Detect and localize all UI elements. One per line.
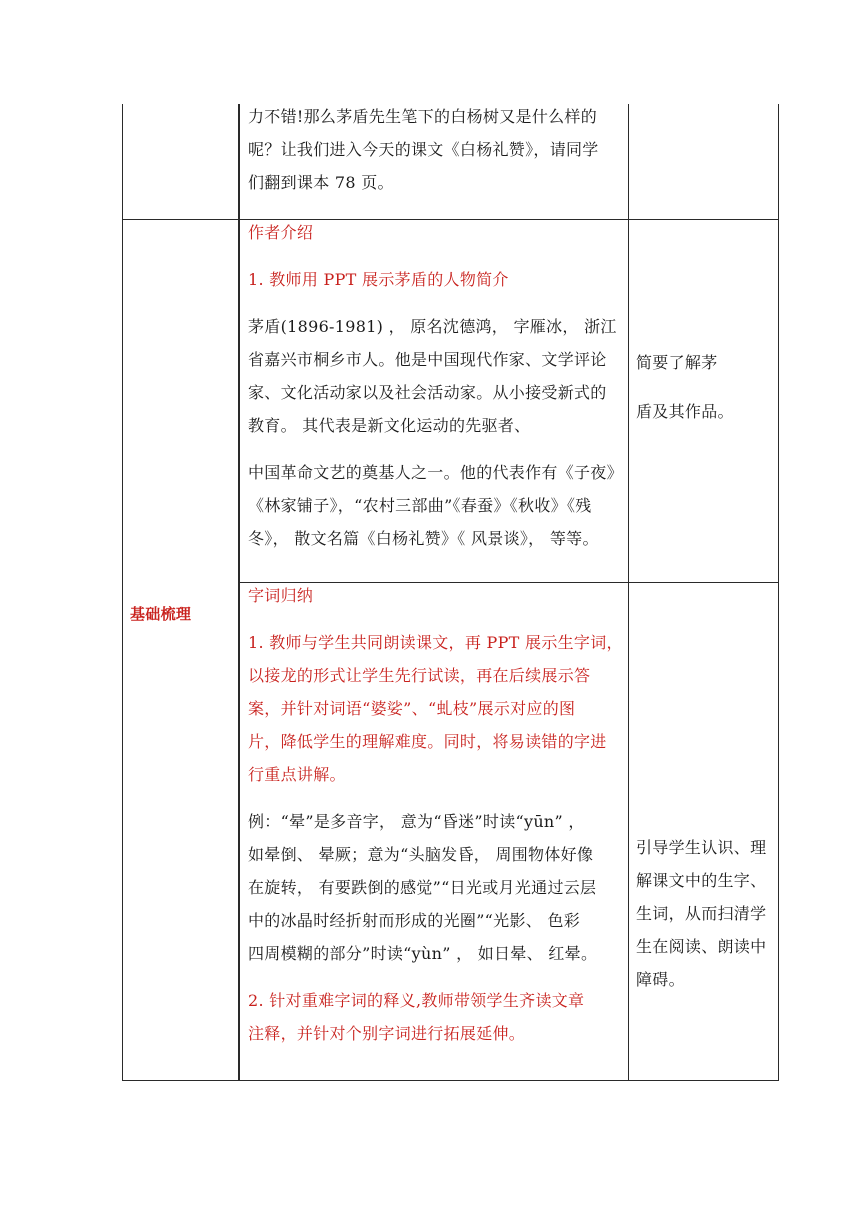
table-border-left — [122, 104, 123, 1081]
table-divider-col1 — [238, 104, 240, 1081]
text-line: 教育。 其代表是新文化运动的先驱者、 — [248, 416, 531, 435]
row3-content — [248, 579, 628, 1050]
table-divider-col2 — [628, 104, 629, 1081]
row3-purpose — [636, 831, 778, 996]
text-line: 生词，从而扫清学 — [636, 904, 767, 923]
text-line: 简要了解茅 — [636, 353, 718, 372]
section-label: 基础梳理 — [130, 605, 192, 623]
text-line: 四周模糊的部分”时读“yùn” ， 如日晕、 红晕。 — [248, 944, 598, 963]
text-line: 《林家铺子》，“农村三部曲”《春蚕》《秋收》《残 — [248, 496, 592, 515]
text-line: 省嘉兴市桐乡市人。他是中国现代作家、文学评论 — [248, 350, 607, 369]
text-line: 盾及其作品。 — [636, 402, 734, 421]
text-line: 解课文中的生字、 — [636, 871, 767, 890]
text-line: 呢？让我们进入今天的课文《白杨礼赞》，请同学 — [248, 140, 599, 159]
text-line: 引导学生认识、理 — [636, 838, 767, 857]
text-line: 例：“晕”是多音字， 意为“昏迷”时读“yūn” ， — [248, 812, 585, 831]
text-line: 们翻到课本 78 页。 — [248, 173, 394, 192]
text-line: 1. 教师与学生共同朗读课文，再 PPT 展示生字词， — [248, 633, 623, 652]
table-border-right — [778, 104, 779, 1081]
text-line: 注释，并针对个别字词进行拓展延伸。 — [248, 1024, 526, 1043]
section-heading-vocab: 字词归纳 — [248, 586, 314, 605]
text-line: 冬》， 散文名篇《白杨礼赞》《 风景谈》， 等等。 — [248, 529, 599, 548]
table-border-bottom — [122, 1080, 779, 1081]
row2-purpose — [636, 346, 776, 428]
step-item: 1. 教师用 PPT 展示茅盾的人物简介 — [248, 270, 509, 289]
text-line: 中的冰晶时经折射而形成的光圈”“光影、 色彩 — [248, 911, 581, 930]
text-line: 障碍。 — [636, 970, 685, 989]
text-line: 中国革命文艺的奠基人之一。他的代表作有《子夜》 — [248, 463, 623, 482]
text-line: 在旋转， 有要跌倒的感觉”“日光或月光通过云层 — [248, 878, 597, 897]
text-line: 2. 针对重难字词的释义,教师带领学生齐读文章 — [248, 991, 585, 1010]
row1-content — [248, 100, 628, 199]
section-heading-author: 作者介绍 — [248, 223, 314, 242]
text-line: 片，降低学生的理解难度。同时，将易读错的字进 — [248, 732, 607, 751]
text-line: 如晕倒、 晕厥；意为“头脑发昏， 周围物体好像 — [248, 845, 594, 864]
text-line: 案，并针对词语“婆娑”、“虬枝”展示对应的图 — [248, 699, 576, 718]
row2-content — [248, 216, 628, 555]
text-line: 以接龙的形式让学生先行试读，再在后续展示答 — [248, 666, 591, 685]
text-line: 茅盾(1896-1981) ， 原名沈德鸿， 字雁冰， 浙江 — [248, 317, 617, 336]
text-line: 行重点讲解。 — [248, 765, 346, 784]
text-line: 家、文化活动家以及社会活动家。从小接受新式的 — [248, 383, 607, 402]
text-line: 生在阅读、朗读中 — [636, 937, 767, 956]
text-line: 力不错!那么茅盾先生笔下的白杨树又是什么样的 — [248, 107, 598, 126]
